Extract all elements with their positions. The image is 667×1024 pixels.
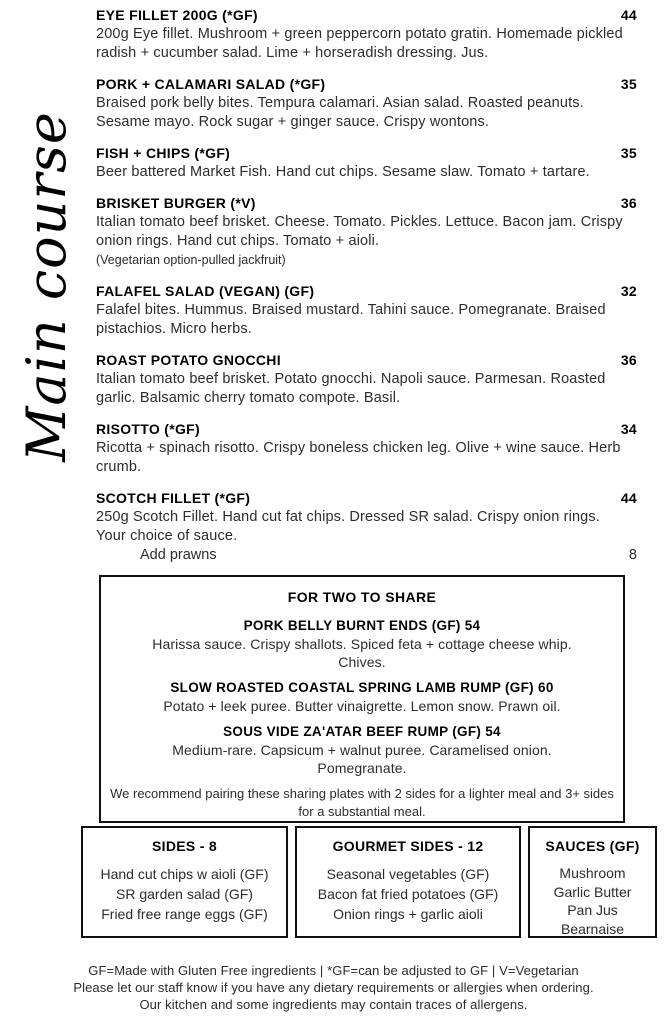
item-description: 250g Scotch Fillet. Hand cut fat chips. Dressed SR salad. Crispy onion rings. Your choice of sauce. bbox=[96, 509, 600, 544]
item-description: Italian tomato beef brisket. Potato gnocchi. Napoli sauce. Parmesan. Roasted garlic. Balsamic cherry tomato compote. Basil. bbox=[96, 371, 606, 406]
footer-line-dietary: Please let our staff know if you have any dietary requirements or allergies when ordering. bbox=[73, 980, 594, 995]
menu-item bbox=[96, 144, 637, 182]
item-name: SCOTCH FILLET (*GF) bbox=[96, 490, 251, 506]
item-price: 35 bbox=[620, 76, 637, 92]
sauces-item: Pan Jus bbox=[567, 902, 618, 918]
share-item-price: 54 bbox=[464, 618, 481, 633]
menu-item bbox=[96, 420, 637, 477]
item-note: (Vegetarian option-pulled jackfruit) bbox=[96, 253, 286, 267]
item-name: ROAST POTATO GNOCCHI bbox=[96, 352, 281, 368]
gourmet-sides-item: Bacon fat fried potatoes (GF) bbox=[317, 886, 499, 902]
footer-line-traces: Our kitchen and some ingredients may contain traces of allergens. bbox=[139, 997, 528, 1012]
menu-item bbox=[96, 6, 637, 63]
item-description: Falafel bites. Hummus. Braised mustard. Tahini sauce. Pomegranate. Braised pistachios. Micro herbs. bbox=[96, 302, 606, 337]
addon-label: Add prawns bbox=[140, 547, 217, 563]
menu-item bbox=[96, 351, 637, 408]
share-item-header bbox=[101, 679, 623, 697]
item-price: 44 bbox=[620, 7, 637, 23]
share-item-name: PORK BELLY BURNT ENDS (GF) bbox=[243, 618, 461, 633]
sauces-item: Garlic Butter bbox=[553, 883, 632, 900]
allergen-footer bbox=[0, 962, 667, 1013]
addon-price: 8 bbox=[628, 547, 637, 563]
share-item-name: SOUS VIDE ZA'ATAR BEEF RUMP (GF) bbox=[223, 724, 482, 739]
menu-items-column bbox=[96, 6, 637, 577]
gourmet-sides-box-title: GOURMET SIDES - 12 bbox=[332, 838, 484, 854]
item-header bbox=[96, 75, 637, 94]
item-price: 36 bbox=[620, 352, 637, 368]
share-box-title: FOR TWO TO SHARE bbox=[287, 589, 437, 605]
share-item-header bbox=[101, 617, 623, 635]
item-description: Braised pork belly bites. Tempura calamari. Asian salad. Roasted peanuts. Sesame mayo. Rock sugar + ginger sauce. Crispy wontons. bbox=[96, 95, 584, 130]
share-item-price: 60 bbox=[538, 680, 554, 695]
item-header bbox=[96, 282, 637, 301]
menu-item bbox=[96, 489, 637, 565]
sides-box bbox=[81, 826, 288, 938]
footer-line-legend: GF=Made with Gluten Free ingredients | *GF=can be adjusted to GF | V=Vegetarian bbox=[88, 963, 579, 978]
item-header bbox=[96, 489, 637, 508]
item-name: EYE FILLET 200G (*GF) bbox=[96, 7, 258, 23]
share-item bbox=[101, 617, 623, 671]
menu-item bbox=[96, 194, 637, 270]
share-item-header bbox=[101, 723, 623, 741]
item-header bbox=[96, 420, 637, 439]
share-item bbox=[101, 723, 623, 777]
item-header bbox=[96, 194, 637, 213]
item-price: 35 bbox=[620, 145, 637, 161]
for-two-to-share-box bbox=[99, 575, 625, 823]
item-header bbox=[96, 351, 637, 370]
item-addon bbox=[96, 546, 637, 565]
section-title-vertical bbox=[4, 112, 88, 460]
share-item-description: Harissa sauce. Crispy shallots. Spiced feta + cottage cheese whip. Chives. bbox=[152, 636, 572, 670]
item-name: FISH + CHIPS (*GF) bbox=[96, 145, 231, 161]
menu-item bbox=[96, 75, 637, 132]
item-price: 32 bbox=[620, 283, 637, 299]
sides-item: Hand cut chips w aioli (GF) bbox=[100, 866, 269, 882]
sauces-box bbox=[528, 826, 657, 938]
share-item-description: Medium-rare. Capsicum + walnut puree. Caramelised onion. Pomegranate. bbox=[172, 742, 552, 776]
sauces-box-title: SAUCES (GF) bbox=[545, 838, 640, 854]
share-item bbox=[101, 679, 623, 715]
item-header bbox=[96, 6, 637, 25]
share-box-note: We recommend pairing these sharing plates with 2 sides for a lighter meal and 3+ sides for a substantial meal. bbox=[110, 786, 614, 819]
item-price: 34 bbox=[620, 421, 637, 437]
item-name: BRISKET BURGER (*V) bbox=[96, 195, 256, 211]
item-description: Beer battered Market Fish. Hand cut chips. Sesame slaw. Tomato + tartare. bbox=[96, 164, 590, 180]
bottom-boxes-row bbox=[81, 826, 657, 938]
sides-box-title: SIDES - 8 bbox=[152, 838, 217, 854]
gourmet-sides-item: Onion rings + garlic aioli bbox=[333, 906, 483, 922]
share-item-price: 54 bbox=[485, 724, 501, 739]
share-item-description: Potato + leek puree. Butter vinaigrette. Lemon snow. Prawn oil. bbox=[163, 698, 561, 714]
gourmet-sides-item: Seasonal vegetables (GF) bbox=[326, 866, 490, 882]
sides-item: Fried free range eggs (GF) bbox=[101, 906, 268, 922]
item-name: RISOTTO (*GF) bbox=[96, 421, 200, 437]
sides-item: SR garden salad (GF) bbox=[116, 886, 253, 902]
item-header bbox=[96, 144, 637, 163]
item-price: 36 bbox=[620, 195, 637, 211]
gourmet-sides-box bbox=[295, 826, 521, 938]
item-price: 44 bbox=[620, 490, 637, 506]
item-description: Ricotta + spinach risotto. Crispy boneless chicken leg. Olive + wine sauce. Herb crumb. bbox=[96, 440, 621, 475]
item-description: Italian tomato beef brisket. Cheese. Tomato. Pickles. Lettuce. Bacon jam. Crispy onion rings. Hand cut chips. Tomato + aioli. bbox=[96, 214, 623, 249]
item-description: 200g Eye fillet. Mushroom + green peppercorn potato gratin. Homemade pickled radish + cucumber salad. Lime + horseradish dressing. Jus. bbox=[96, 26, 623, 61]
item-name: PORK + CALAMARI SALAD (*GF) bbox=[96, 76, 326, 92]
section-title-text: Main course bbox=[14, 110, 78, 462]
sauces-item: Bearnaise bbox=[560, 920, 625, 937]
sauces-item: Mushroom bbox=[559, 865, 626, 881]
item-name: FALAFEL SALAD (VEGAN) (GF) bbox=[96, 283, 315, 299]
menu-item bbox=[96, 282, 637, 339]
share-item-name: SLOW ROASTED COASTAL SPRING LAMB RUMP (GF) bbox=[170, 680, 534, 695]
